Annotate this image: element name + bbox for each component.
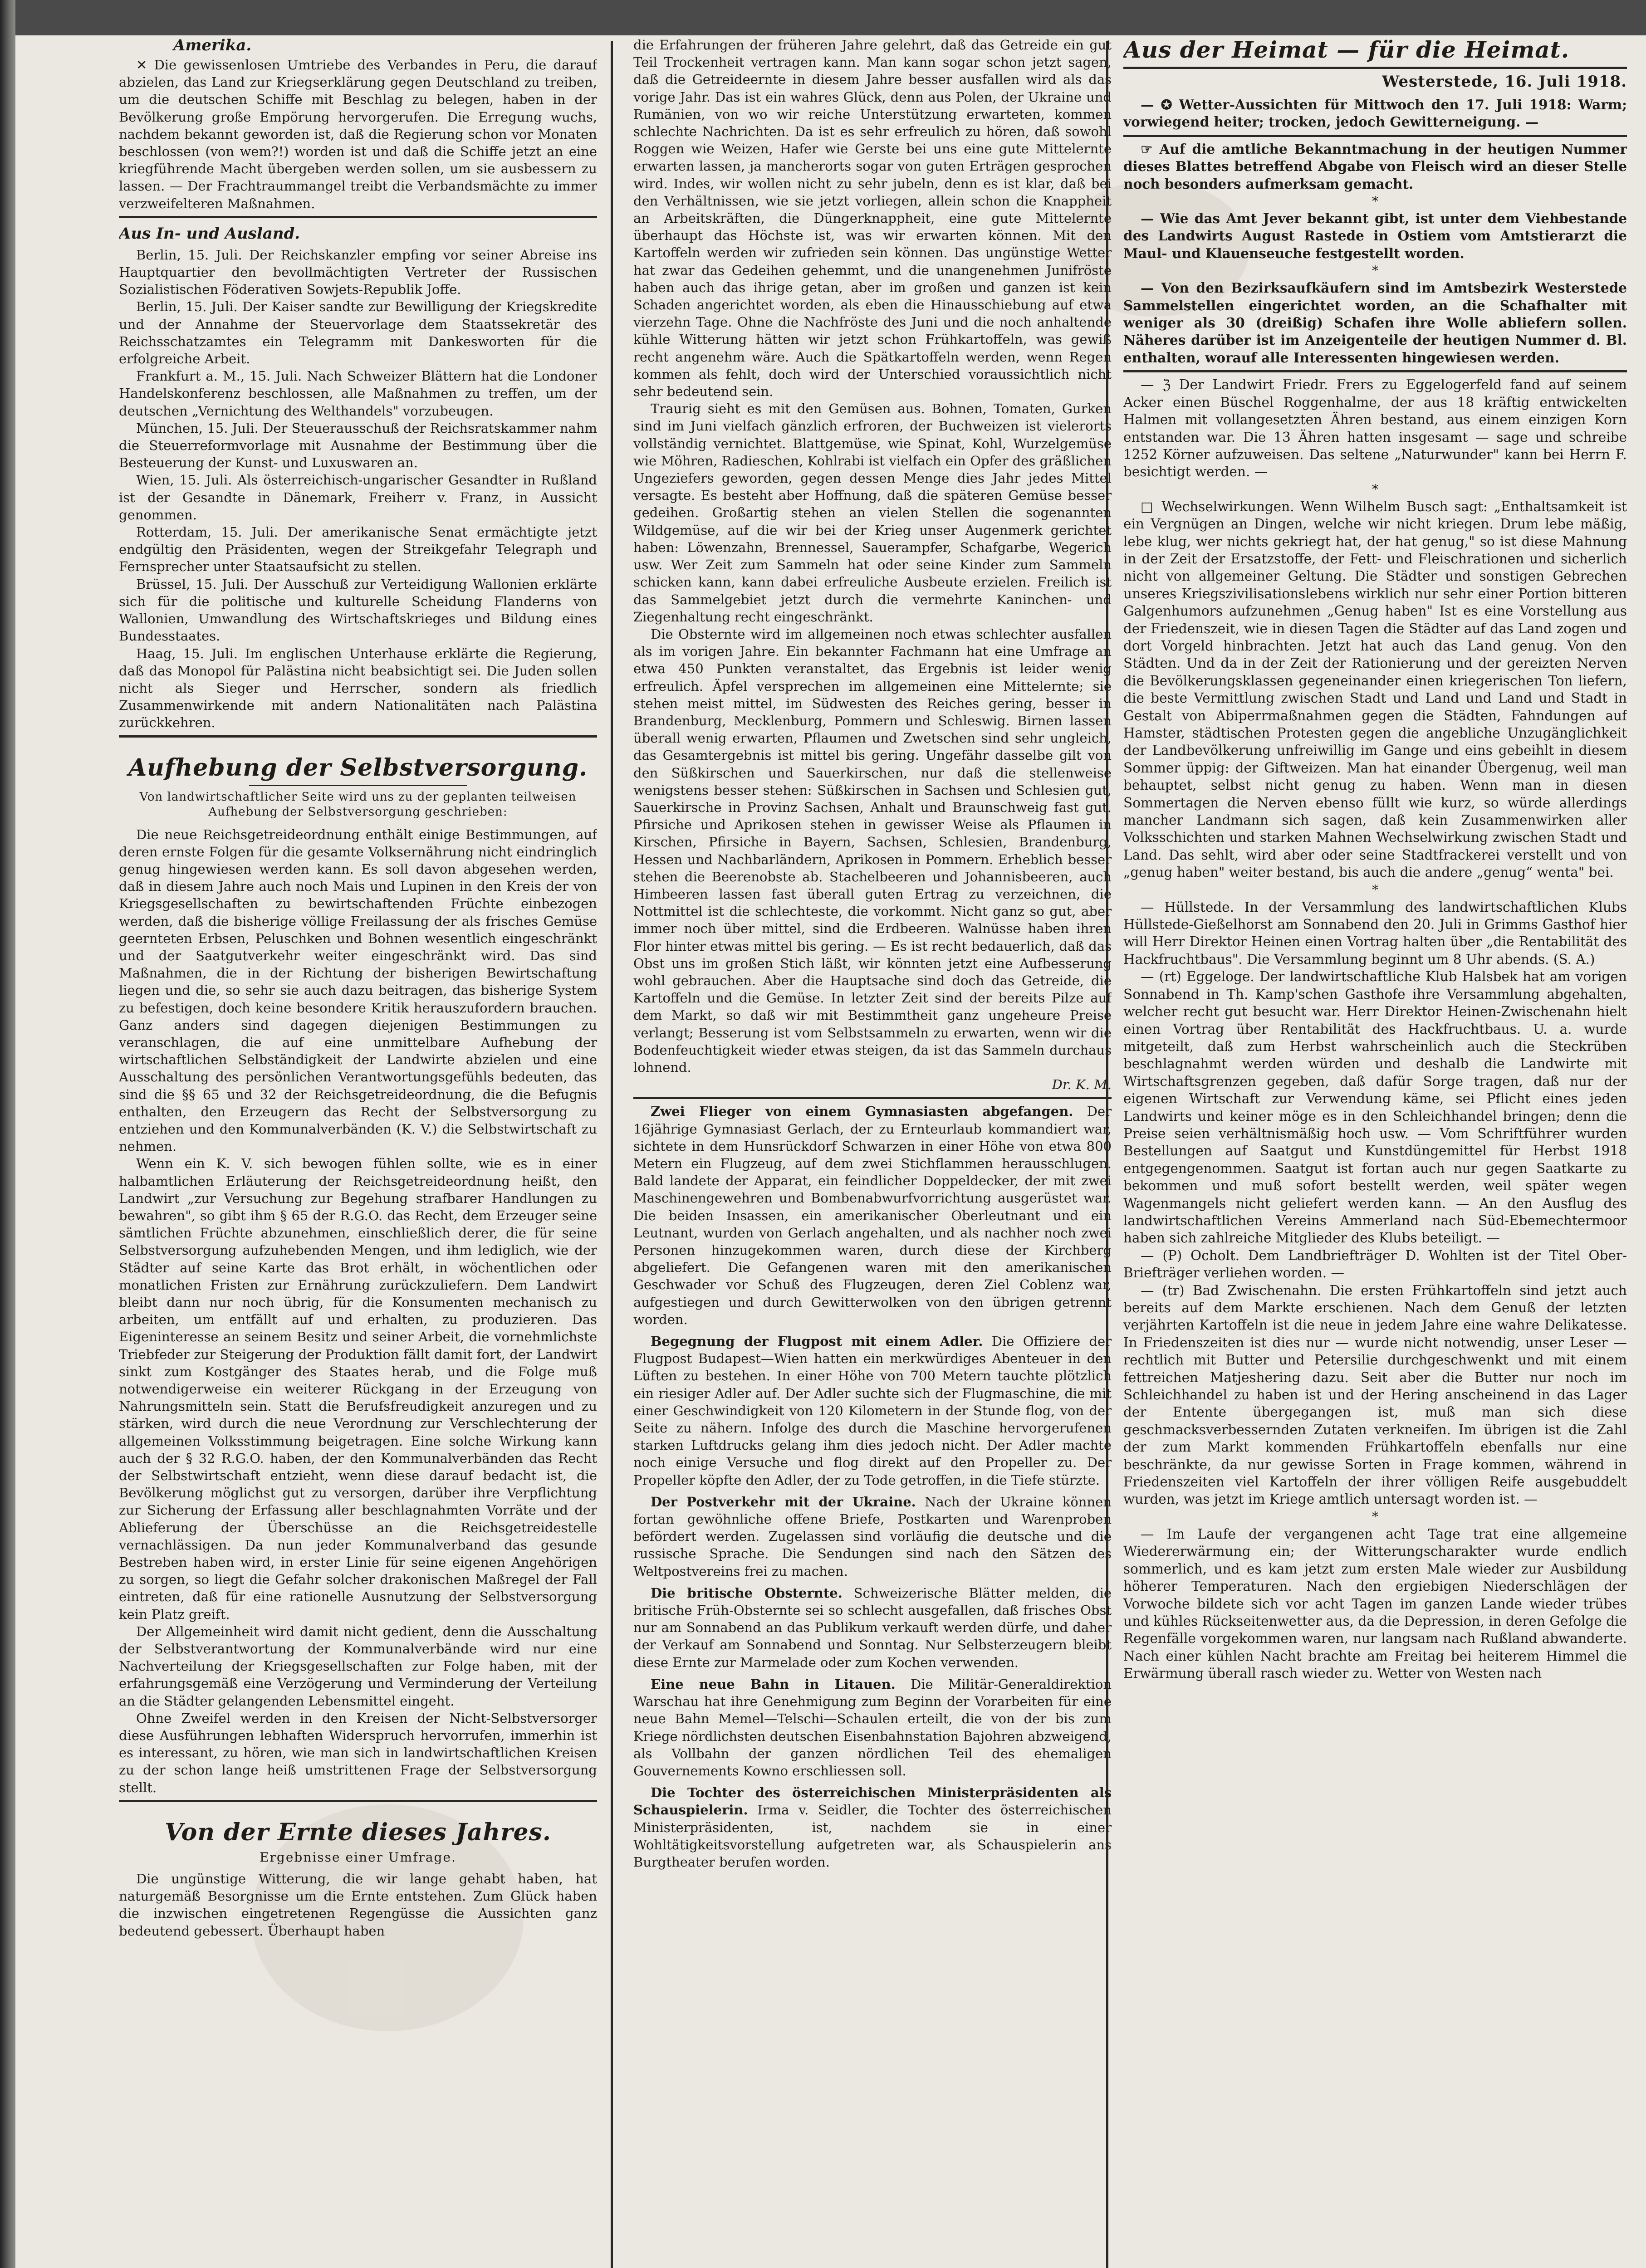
separator-asterisk: * bbox=[1372, 882, 1378, 897]
separator-asterisk: * bbox=[1372, 194, 1378, 209]
column-1 bbox=[119, 36, 597, 2268]
news-text: Irma v. Seidler, die Tochter des österreichischen Ministerpräsidenten, ist, nachdem sie in einer Wohltätigkeitsvorstellung aufgetreten war, als Schauspielerin ans Burgtheater berufen worden. bbox=[633, 1802, 1112, 1870]
news-item: Berlin, 15. Juli. Der Kaiser sandte zur Bewilligung der Kriegskredite und der Annahme der Steuervorlage dem Staatssekretär des Reichsschatzamtes ein Telegramm mit Dankesworten für die erfolgreiche Arbeit. bbox=[119, 299, 597, 367]
scanner-edge bbox=[0, 0, 15, 2268]
article-paragraph: die Erfahrungen der früheren Jahre gelehrt, daß das Getreide ein gut Teil Trockenheit vertragen kann. Man kann sogar schon jetzt sagen, daß die Getreideernte in diesem Jahre besser ausfallen wird als das vorige Jahr. Das ist ein wahres Glück, denn aus Polen, der Ukraine und Rumänien, von wo wir reiche Unterstützung erwarteten, kommen schlechte Nachrichten. Da ist es sehr erfreulich zu hören, daß sowohl Roggen wie Weizen, Hafer wie Gerste bei uns eine gute Mittelernte erwarten lassen, ja mancherorts sogar von guten Erträgen gesprochen wird. Indes, wir wollen nicht zu sehr jubeln, denn es ist klar, daß bei den Verhältnissen, wie sie jetzt vorliegen, allein schon die Knappheit an Arbeitskräften, die Düngerknappheit, eine gute Mittelernte überhaupt das Höchste ist, was wir erwarten können. Mit den Kartoffeln werden wir zufrieden sein können. Das ungünstige Wetter hat zwar das Gedeihen gehemmt, und die unangenehmen Junifröste haben auch das ihrige getan, aber im großen und ganzen ist kein Schaden angerichtet worden, als eben die Hinausschiebung auf etwa vierzehn Tage. Ohne die Nachfröste des Juni und die noch anhaltende kühle Witterung hätten wir jetzt schon Frühkartoffeln, was gewiß recht angenehm wäre. Auch die Spätkartoffeln werden, wenn Regen kommen als fehlt, doch wird der Unterschied voraussichtlich nicht sehr bedeutend sein. bbox=[633, 37, 1112, 400]
article-paragraph: Der Allgemeinheit wird damit nicht gedient, denn die Ausschaltung der Selbstverantwortung der Kommunalverbände wird nur eine Nachverteilung der Kriegsgesellschaften zur Folge haben, mit der erfahrungsgemäß eine Verzögerung und Verminderung der Verteilung an die Städter gelangenden Lebensmittel eingeht. bbox=[119, 1623, 597, 1709]
article-subtitle: Ergebnisse einer Umfrage. bbox=[260, 1849, 456, 1865]
news-item: Frankfurt a. M., 15. Juli. Nach Schweizer Blättern hat die Londoner Handelskonferenz beschlossen, alle Maßnahmen zu treffen, um der deutschen „Vernichtung des Welthandels" vorzubeugen. bbox=[119, 368, 597, 419]
article-paragraph: Die neue Reichsgetreideordnung enthält einige Bestimmungen, auf deren ernste Folgen für die gesamte Volksernährung nicht eindringlich genug hingewiesen werden kann. Es soll davon abgesehen werden, daß in diesem Jahre auch noch Mais und Lupinen in den Kreis der von Kriegsgesellschaften zu bewirtschaftenden Früchte einbezogen werden, daß die bisherige völlige Freilassung der als frisches Gemüse geernteten Erbsen, Peluschken und Bohnen wesentlich eingeschränkt und der Saatgutverkehr weiter eingeschränkt wird. Das sind Maßnahmen, die in der Richtung der bisherigen Bewirtschaftung liegen und die, so sehr sie auch dazu beitragen, das bisherige System zu befestigen, doch keine besondere Kritik herauszufordern brauchen. Ganz anders sind dagegen diejenigen Bestimmungen zu veranschlagen, die auf eine unmittelbare Aufhebung der wirtschaftlichen Selbständigkeit der Landwirte abzielen und eine Ausschaltung des persönlichen Verantwortungsgefühls bedeuten, das sind die §§ 65 und 32 der Reichsgetreideordnung, die die Befugnis enthalten, den Erzeugern das Recht der Selbstversorgung zu entziehen und den Kommunalverbänden (K. V.) die Selbstwirtschaft zu nehmen. bbox=[119, 826, 597, 1154]
news-text: Die Offiziere der Flugpost Budapest—Wien hatten ein merkwürdiges Abenteuer in den Lüften zu bestehen. In einer Höhe von 700 Metern tauchte plötzlich ein riesiger Adler auf. Der Adler suchte sich der Flugmaschine, die mit einer Geschwindigkeit von 120 Kilometern in der Stunde flog, von der Seite zu nähern. Infolge des durch die Maschine hervorgerufenen starken Luftdrucks gelang ihm dies jedoch nicht. Der Adler machte noch einige Versuche und flog direkt auf den Propeller zu. Der Propeller köpfte den Adler, der zu Tode getroffen, in die Tiefe stürzte. bbox=[633, 1334, 1112, 1488]
article-paragraph: Wenn ein K. V. sich bewogen fühlen sollte, wie es in einer halbamtlichen Erläuterung der Reichsgetreideordnung heißt, den Landwirt „zur Versuchung zur Begehung strafbarer Handlungen zu bewahren", so gibt ihm § 65 der R.G.O. das Recht, dem Erzeuger seine sämtlichen Früchte abzunehmen, einschließlich derer, die für seine Selbstversorgung aufzuhebenden Mengen, und ihm lediglich, wie der Städter auf seine Karte das Brot erhält, in wöchentlichen oder monatlichen Fristen zur Ernährung zurückzuliefern. Dem Landwirt bleibt dann nur noch übrig, für die Konsumenten mechanisch zu arbeiten, um entfällt auf und erhalten, zu produzieren. Das Eigeninteresse an seinem Besitz und seiner Arbeit, die vornehmlichste Triebfeder zur Steigerung der Produktion fällt damit fort, der Landwirt sinkt zum Kostgänger des Staates herab, und die Folge muß notwendigerweise ein weiterer Rückgang in der Erzeugung von Nahrungsmitteln sein. Statt die Berufsfreudigkeit anzuregen und zu stärken, wird durch die neue Verordnung zur Verschlechterung der allgemeinen Volksstimmung beigetragen. Eine solche Wirkung kann auch der § 32 R.G.O. haben, der den Kommunalverbänden das Recht der Selbstwirtschaft entzieht, wenn diese darauf bedacht ist, die Bevölkerung möglichst gut zu versorgen, darüber ihre Verpflichtung zur Sicherung der Erfassung aller beschlagnahmten Vorräte und der Ablieferung der Überschüsse an die Reichsgetreidestelle vernachlässigen. Da nun jeder Kommunalverband das gesunde Bestreben haben wird, in erster Linie für seine eigenen Angehörigen zu sorgen, so liegt die Gefahr solcher drakonischen Maßregel der Fall eintreten, daß für eine rationelle Ausnutzung der Selbstversorgung kein Platz greift. bbox=[119, 1156, 597, 1622]
separator-asterisk: * bbox=[1372, 1509, 1378, 1524]
separator-asterisk: * bbox=[1372, 481, 1378, 497]
news-title: Die britische Obsternte. bbox=[651, 1585, 843, 1601]
column-rule bbox=[611, 41, 613, 2268]
news-title: Zwei Flieger von einem Gymnasiasten abgefangen. bbox=[651, 1104, 1073, 1119]
news-title: Die Tochter des österreichischen Ministerpräsidenten als Schauspielerin. bbox=[633, 1785, 1112, 1818]
news-text: Nach der Ukraine können fortan gewöhnliche offene Briefe, Postkarten und Warenproben befördert werden. Zugelassen sind vorläufig die deutsche und die russische Sprache. Die Sendungen sind nach den Sätzen des Weltpostvereins frei zu machen. bbox=[633, 1494, 1112, 1579]
weather-forecast: — ✪ Wetter-Aussichten für Mittwoch den 17. Juli 1918: Warm; vorwiegend heiter; trocken, jedoch Gewitterneigung. — bbox=[1123, 97, 1627, 130]
article-paragraph: Die Obsternte wird im allgemeinen noch etwas schlechter ausfallen als im vorigen Jahre. Ein bekannter Fachmann hat eine Umfrage an etwa 450 Punkten veranstaltet, das Ergebnis ist leider wenig erfreulich. Äpfel versprechen im allgemeinen eine Mittelernte; sie stehen meist mittel, im Südwesten des Reiches gering, besser in Brandenburg, Mecklenburg, Pommern und Schleswig. Birnen lassen überall wenig erwarten, Pflaumen und Zwetschen sind sehr ungleich, das Gesamtergebnis ist mittel bis gering. Ungefähr dasselbe gilt von den Süßkirschen und Sauerkirschen, nur daß die stellenweise wenigstens besser stehen: Süßkirschen in Sachsen und Schlesien gut, Sauerkirsche in Provinz Sachsen, Anhalt und Braunschweig fast gut. Pfirsiche und Aprikosen stehen in gewisser Weise als Pflaumen in Kirschen, Pfirsiche in Bayern, Sachsen, Schlesien, Brandenburg, Hessen und Nachbarländern, Aprikosen in Pommern. Erheblich besser stehen die Beerenobste ab. Stachelbeeren und Johannisbeeren, auch Himbeeren lassen fast überall guten Ertrag zu verzeichnen, die Nottmittel ist die schlechteste, die vorkommt. Nicht ganz so gut, aber immer noch über mittel, sind die Erdbeeren. Walnüsse haben ihren Flor hinter etwas mittel bis gering. — Es ist recht bedauerlich, daß das Obst uns im großen Stich läßt, wir könnten jetzt eine Aufbesserung wohl gebrauchen. Aber die Hauptsache sind doch das Getreide, die Kartoffeln und die Gemüse. In letzter Zeit sind der bereits Pilze auf dem Markt, so daß wir mit Bestimmtheit ganz ungeheure Preise verlangt; Besserung ist vom Selbstsammeln zu erwarten, wenn wir die Bodenfeuchtigkeit wieder etwas steigen, da ist das Sammeln durchaus lohnend. bbox=[633, 626, 1112, 1075]
author-signature: Dr. K. M. bbox=[1052, 1077, 1112, 1093]
section-divider bbox=[1123, 67, 1627, 69]
section-title-heimat: Aus der Heimat — für die Heimat. bbox=[1123, 36, 1570, 63]
section-divider bbox=[119, 1800, 597, 1802]
article-amerika: ✕ Die gewissenlosen Umtriebe des Verbandes in Peru, die darauf abzielen, das Land zur Kriegserklärung gegen Deutschland zu treiben, um die deutschen Schiffe mit Beschlag zu belegen, haben in der Bevölkerung große Empörung hervorgerufen. Die Erregung wuchs, nachdem bekannt geworden ist, daß die Regierung schon vor Monaten beschlossen (von wem?!) worden ist und daß die Schiffe jetzt an eine kriegführende Macht übergeben werden sollen, um sie ausbessern zu lassen. — Der Frachtraummangel treibt die Verbandsmächte zu immer verzweifelteren Maßnahmen. bbox=[119, 57, 597, 211]
headline-aufhebung: Aufhebung der Selbstversorgung. bbox=[128, 753, 588, 782]
article-intro-note: Von landwirtschaftlicher Seite wird uns zu der geplanten teilweisen Aufhebung der Selbstversorgung geschrieben: bbox=[139, 790, 577, 819]
news-text: Die Militär-Generaldirektion Warschau hat ihre Genehmigung zum Beginn der Vorarbeiten für eine neue Bahn Memel—Telschi—Schaulen erteilt, die von der bis zum Kriege nördlichsten deutschen Eisenbahnstation Bajohren abzweigend, als Vollbahn der ganzen nördlichen Teil des ehemaligen Gouvernements Kowno erschliessen soll. bbox=[633, 1676, 1112, 1779]
notice-jever: — Wie das Amt Jever bekannt gibt, ist unter dem Viehbestande des Landwirts August Rastede in Ostiem vom Amtstierarzt die Maul- und Klauenseuche festgestellt worden. bbox=[1123, 210, 1627, 261]
local-news: — (P) Ocholt. Dem Landbriefträger D. Wohlten ist der Titel Ober-Briefträger verliehen worden. — bbox=[1123, 1247, 1627, 1281]
section-divider bbox=[1123, 135, 1627, 137]
local-news: — Hüllstede. In der Versammlung des landwirtschaftlichen Klubs Hüllstede-Gießelhorst am Sonnabend den 20. Juli in Grimms Gasthof hier will Herr Direktor Heinen einen Vortrag halten über „die Rentabilität des Hackfruchtbaus". Die Versammlung beginnt um 8 Uhr abends. (S. A.) bbox=[1123, 899, 1627, 967]
dateline: Westerstede, 16. Juli 1918. bbox=[1382, 73, 1627, 91]
news-title: Begegnung der Flugpost mit einem Adler. bbox=[651, 1334, 983, 1349]
local-news: — ℨ Der Landwirt Friedr. Frers zu Eggelogerfeld fand auf seinem Acker einen Büschel Roggenhalme, der aus 18 kräftig entwickelten Halmen mit vollangesetzten Ähren bestand, aus einem einzigen Korn entstanden war. Die 13 Ähren hatten insgesamt — sage und schreibe 1252 Körner aufzuweisen. Das seltene „Naturwunder" kann bei Herrn F. besichtigt werden. — bbox=[1123, 377, 1627, 480]
news-item: Wien, 15. Juli. Als österreichisch-ungarischer Gesandter in Rußland ist der Gesandte in Dänemark, Freiherr v. Franz, in Aussicht genommen. bbox=[119, 472, 597, 523]
news-item: Berlin, 15. Juli. Der Reichskanzler empfing vor seiner Abreise ins Hauptquartier den bevollmächtigten Vertreter der Russischen Sozialistischen Föderativen Sowjets-Republik Joffe. bbox=[119, 247, 597, 298]
news-item: Rotterdam, 15. Juli. Der amerikanische Senat ermächtigte jetzt endgültig den Präsidenten, wegen der Streikgefahr Telegraph und Fernsprecher unter Staatsaufsicht zu stellen. bbox=[119, 524, 597, 575]
local-news: □ Wechselwirkungen. Wenn Wilhelm Busch sagt: „Enthaltsamkeit ist ein Vergnügen an Dingen, welche wir nicht kriegen. Drum lebe mäßig, lebe klug, wer nichts gekriegt hat, der hat genug," so ist diese Mahnung in der Zeit der Ersatzstoffe, der Fett- und Fleischrationen und sicherlich nicht von allgemeiner Geltung. Die Städter und sonstigen Gebrechen unseres Kriegszivilisationslebens wirklich nur sehr einer Portion bitteren Galgenhumors aufzunehmen „Genug haben" Ist es eine Vorstellung aus der Friedenszeit, wie in diesen Tagen die Städter auf das Land zogen und dort Vorgeld hinbrachten. Jetzt hat auch das Land genug. Von den Städten. Und da in der Zeit der Rationierung und der gereizten Nerven die Bevölkerungsklassen gegeneinander einen kriegerischen Ton liefern, die beste Vermittlung zwischen Stadt und Land und Land und Stadt in Gestalt von Abiperrmaßnahmen gegen die Städten, Fahndungen auf Hamster, städtischen Protesten gegen die angebliche Unzugänglichkeit der Landbevölkerung unfreiwillig im Gange und eins gebeihlt in diesem Sommer üppig: der Giftweizen. Man hat einander Übergenug, weil man behauptet, selbst nicht genug zu haben. Wenn man in diesen Sommertagen die Nerven ebenso füllt wie kurz, so würde allerdings mancher Landmann sich sagen, daß kein Zusammenwirken aller Volksschichten und starken Mahnen Wechselwirkung zwischen Stadt und Land. Das sehlt, wird aber oder seine Stadtfrackerei verstellt und von „genug haben" weiter bestand, bis auch die andere „genug“ wenta" bei. bbox=[1123, 499, 1627, 880]
local-news: — (rt) Eggeloge. Der landwirtschaftliche Klub Halsbek hat am vorigen Sonnabend in Th. Kamp'schen Gasthofe ihre Versammlung abgehalten, welcher recht gut besucht war. Herr Direktor Heinen-Zwischenahn hielt einen Vortrag über Rentabilität des Hackfruchtbaus. U. a. wurde mitgeteilt, daß zum Herbst wahrscheinlich auch die Steckrüben beschlagnahmt werden würden und deshalb die Landwirte mit Wirtschaftsgrenzen gegeben, daß dafür Sorge tragen, daß nur der eigenen Wirtschaft zur Verwendung käme, sei Pflicht eines jeden Landwirts und keiner möge es in den Schleichhandel bringen; denn die Preise seien verhältnismäßig hoch usw. — Vom Schriftführer wurden Bestellungen auf Saatgut und Kunstdüngemittel für Herbst 1918 entgegengenommen. Saatgut ist fortan auch nur gegen Saatkarte zu bekommen und muß sofort bestellt werden, weil später wegen Wagenmangels nicht geliefert werden kann. — An den Ausflug des landwirtschaftlichen Vereins Ammerland nach Süd-Ebemechtermoor haben sich zahlreiche Mitglieder des Klubs beteiligt. — bbox=[1123, 969, 1627, 1246]
headline-ernte: Von der Ernte dieses Jahres. bbox=[164, 1818, 552, 1846]
news-title: Der Postverkehr mit der Ukraine. bbox=[651, 1494, 916, 1510]
article-paragraph: Die ungünstige Witterung, die wir lange gehabt haben, hat naturgemäß Besorgnisse um die Ernte entstehen. Zum Glück haben die inzwischen eingetretenen Regengüsse die Aussichten ganz bedeutend gebessert. Überhaupt haben bbox=[119, 1871, 597, 1939]
news-item: München, 15. Juli. Der Steuerausschuß der Reichsratskammer nahm die Steuerreformvorlage mit Ausnahme der Bestimmung über die Besteuerung der Kunst- und Luxuswaren an. bbox=[119, 420, 597, 471]
headline-underline bbox=[249, 785, 467, 786]
news-item: Brüssel, 15. Juli. Der Ausschuß zur Verteidigung Wallonien erklärte sich für die politische und kulturelle Scheidung Flanderns von Wallonien, Umwandlung des Wirtschaftskrieges und Bildung eines Bundesstaates. bbox=[119, 576, 597, 644]
news-text: Der 16jährige Gymnasiast Gerlach, der zu Ernteurlaub kommandiert war, sichtete in dem Hunsrückdorf Schwarzen in einer Höhe von etwa 800 Metern ein Flugzeug, auf dem zwei Stichflammen herausschlugen. Bald landete der Apparat, ein feindlicher Doppeldecker, der mit zwei Maschinengewehren und Bombenabwurfvorrichtung ausgerüstet war. Die beiden Insassen, ein amerikanischer Oberleutnant und ein Leutnant, wurden von Gerlach angehalten, und als nachher noch zwei Personen hinzugekommen waren, durch diese der Kirchberg abgeliefert. Die Gefangenen waren mit den amerikanischen Geschwader vor Schuß des Flugzeugen, deren Ziel Coblenz war, aufgestiegen und durch Gewitterwolken von den übrigen getrennt worden. bbox=[633, 1104, 1112, 1327]
local-news: — Im Laufe der vergangenen acht Tage trat eine allgemeine Wiedererwärmung ein; der Witterungscharakter wurde endlich sommerlich, und es kam jetzt zum ersten Male wieder zur Ausbildung höherer Temperaturen. Nach den ergiebigen Niederschlägen der Vorwoche bildete sich vor acht Tagen im ganzen Lande wieder trübes und kühles Rückseitenwetter aus, da die Depression, in deren Gefolge die Regenfälle vorgekommen waren, nur langsam nach Rußland abwanderte. Nach einer kühlen Nacht brachte am Freitag bei heiterem Himmel die Erwärmung überall rasch wieder zu. Wetter von Westen nach bbox=[1123, 1526, 1627, 1681]
column-2 bbox=[633, 36, 1112, 2268]
section-title-amerika: Amerika. bbox=[173, 36, 252, 54]
section-divider bbox=[119, 216, 597, 218]
notice-schafe: — Von den Bezirksaufkäufern sind im Amtsbezirk Westerstede Sammelstellen eingerichtet worden, an die Schafhalter mit weniger als 30 (dreißig) Schafen ihre Wolle abliefern sollen. Näheres darüber ist im Anzeigenteile der heutigen Nummer d. Bl. enthalten, worauf alle Interessenten hingewiesen werden. bbox=[1123, 280, 1627, 366]
news-block bbox=[633, 1103, 1112, 1871]
section-title-in-ausland: Aus In- und Ausland. bbox=[119, 224, 300, 243]
notice-fleisch: ☞ Auf die amtliche Bekanntmachung in der heutigen Nummer dieses Blattes betreffend Abgabe von Fleisch wird an dieser Stelle noch besonders aufmerksam gemacht. bbox=[1123, 141, 1627, 192]
article-paragraph: Traurig sieht es mit den Gemüsen aus. Bohnen, Tomaten, Gurken sind im Juni vielfach gänzlich erfroren, der Buchweizen ist vielerorts vollständig vernichtet. Blattgemüse, wie Spinat, Kohl, Wurzelgemüse wie Möhren, Radieschen, Kohlrabi ist vielfach ein Opfer des gräßlichen Ungeziefers geworden, gegen dessen Menge dies Jahr jedes Mittel versagte. Es besteht aber Hoffnung, daß die späteren Gemüse besser gedeihen. Großartig stehen an vielen Stellen die sogenannten Wildgemüse, auf die wir bei der Krieg unser Augenmerk gerichtet haben: Löwenzahn, Brennessel, Sauerampfer, Schafgarbe, Wegerich usw. Wer Zeit zum Sammeln hat oder seine Kinder zum Sammeln schicken kann, kann dabei erfreuliche Ausbeute erzielen. Freilich ist das Sammelgebiet jetzt durch die vermehrte Kaninchen- und Ziegenhaltung recht eingeschränkt. bbox=[633, 401, 1112, 625]
local-news: — (tr) Bad Zwischenahn. Die ersten Frühkartoffeln sind jetzt auch bereits auf dem Markte erschienen. Nach dem Genuß der letzten verjährten Kartoffeln ist die neue in jedem Jahre eine wahre Delikatesse. In Friedenszeiten ist dies nur — wurde nicht notwendig, unser Leser — rechtlich mit Butter und Petersilie durchgeschwenkt und mit einem fettreichen Matjeshering dazu. Seit aber die Butter nur noch im Schleichhandel zu haben ist und der Hering anscheinend in das Lager der Entente übergegangen ist, muß man sich diese geschmacksverbessernden Zutaten verkneifen. Im übrigen ist die Zahl der zum Markt kommenden Frühkartoffeln ebenfalls nur eine beschränkte, da nur gewisse Sorten in Frage kommen, während in Friedenszeiten viel Kartoffeln der ihrer völligen Reife ausgebuddelt wurden, was jetzt im Kriege amtlich untersagt worden ist. — bbox=[1123, 1282, 1627, 1507]
separator-asterisk: * bbox=[1372, 263, 1378, 279]
section-divider bbox=[1123, 370, 1627, 372]
news-item: Haag, 15. Juli. Im englischen Unterhause erklärte die Regierung, daß das Monopol für Palästina nicht beabsichtigt sei. Die Juden sollen nicht als Sieger und Herrscher, sondern als friedlich Zusammenwirkende mit andern Nationalitäten nach Palästina zurückkehren. bbox=[119, 645, 597, 731]
article-paragraph: Ohne Zweifel werden in den Kreisen der Nicht-Selbstversorger diese Ausführungen lebhaften Widerspruch hervorrufen, immerhin ist es interessant, zu hören, wie man sich in landwirtschaftlichen Kreisen zu der schon lange heiß umstrittenen Frage der Selbstversorgung stellt. bbox=[119, 1710, 597, 1795]
section-divider bbox=[119, 735, 597, 738]
section-divider bbox=[633, 1097, 1112, 1099]
news-text: Schweizerische Blätter melden, die britische Früh-Obsternte sei so schlecht ausgefallen, daß frisches Obst nur am Sonnabend an das Publikum verkauft werden dürfe, und daher der Verkauf am Sonnabend und Sonntag. Nur Selbsterzeugern bleibt diese Ernte zur Marmelade oder zum Kochen verwenden. bbox=[633, 1585, 1112, 1670]
news-title: Eine neue Bahn in Litauen. bbox=[651, 1676, 896, 1692]
column-3 bbox=[1123, 36, 1627, 2268]
news-list bbox=[119, 246, 597, 732]
